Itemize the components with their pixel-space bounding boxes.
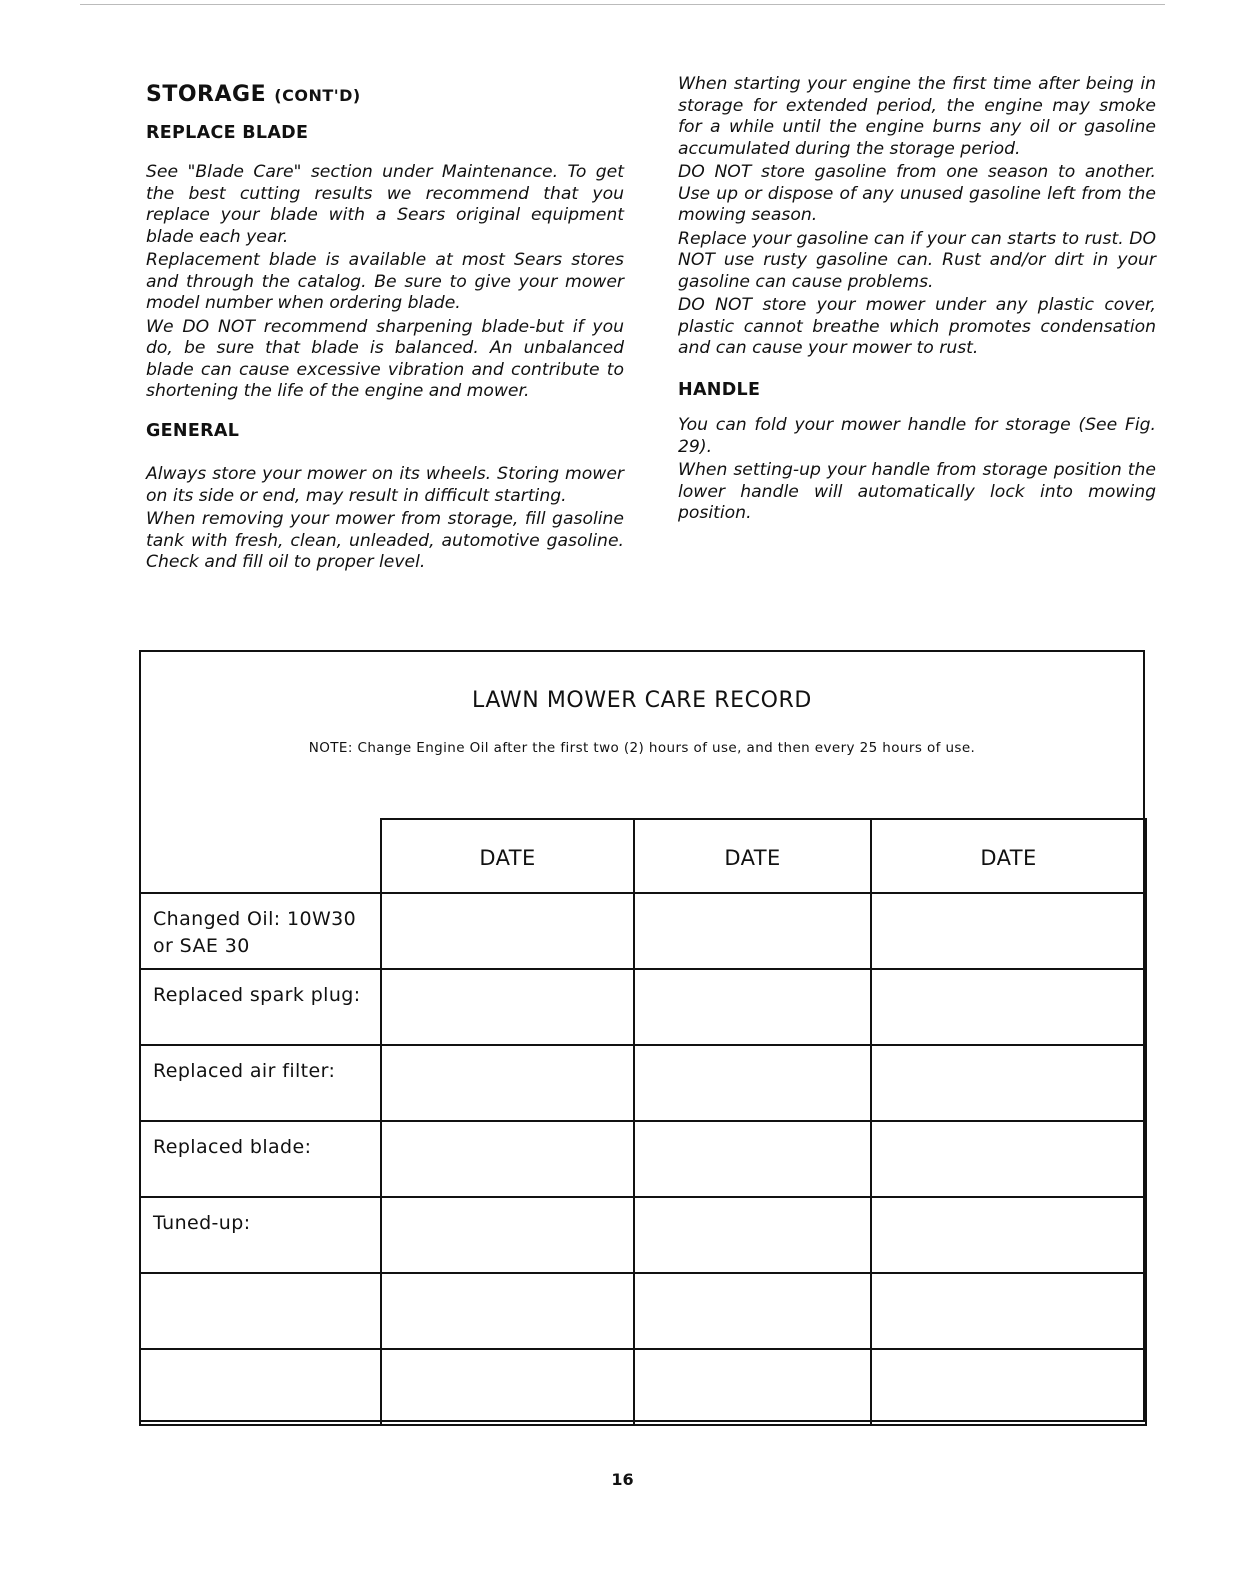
date-cell[interactable] — [381, 969, 634, 1045]
table-row — [140, 893, 1146, 969]
date-cell[interactable] — [634, 1121, 871, 1197]
replace-blade-heading: REPLACE BLADE — [146, 122, 309, 143]
date-column-header: DATE — [634, 819, 871, 893]
row-label — [140, 969, 381, 1045]
title-suffix: (CONT'D) — [274, 86, 361, 105]
date-cell[interactable] — [634, 893, 871, 969]
date-cell[interactable] — [381, 1121, 634, 1197]
replace-blade-paragraph-2: Replacement blade is available at most Sears stores and through the catalog. Be sure to give your mower model number when ordering blade. — [146, 250, 624, 313]
handle-heading: HANDLE — [678, 379, 761, 400]
general-paragraph-2: When removing your mower from storage, fill gasoline tank with fresh, clean, unleaded, automotive gasoline. Check and fill oil to proper level. — [146, 509, 624, 572]
date-cell[interactable] — [634, 1197, 871, 1273]
storage-paragraph-1: When starting your engine the first time after being in storage for extended period, the engine may smoke for a while until the engine burns any oil or gasoline accumulated during the storage period. — [678, 74, 1156, 159]
date-cell[interactable] — [871, 893, 1146, 969]
date-cell[interactable] — [871, 1273, 1146, 1349]
date-cell[interactable] — [634, 1273, 871, 1349]
storage-paragraph-2: DO NOT store gasoline from one season to another. Use up or dispose of any unused gasoline left from the mowing season. — [678, 162, 1156, 225]
table-row — [140, 1273, 1146, 1349]
storage-paragraph-3: Replace your gasoline can if your can starts to rust. DO NOT use rusty gasoline can. Rust and/or dirt in your gasoline can cause problems. — [678, 228, 1156, 292]
replace-blade-paragraph-3: We DO NOT recommend sharpening blade-but if you do, be sure that blade is balanced. An unbalanced blade can cause excessive vibration and contribute to shortening the life of the engine and mower. — [146, 316, 624, 401]
row-label-line: Replaced air filter: — [153, 1060, 336, 1082]
page-number: 16 — [611, 1470, 634, 1489]
right-column — [678, 74, 1156, 525]
table-row — [140, 1349, 1146, 1425]
date-cell[interactable] — [634, 1349, 871, 1425]
care-record-title: LAWN MOWER CARE RECORD — [472, 688, 812, 713]
table-row — [140, 1121, 1146, 1197]
row-label — [140, 1349, 381, 1425]
top-rule — [80, 4, 1165, 5]
date-cell[interactable] — [871, 1121, 1146, 1197]
date-cell[interactable] — [634, 969, 871, 1045]
care-record-table — [139, 818, 1147, 1426]
replace-blade-paragraph-1: See "Blade Care" section under Maintenance. To get the best cutting results we recommend that you replace your blade with a Sears original equipment blade each year. — [146, 162, 624, 247]
row-label-line: Replaced spark plug: — [153, 984, 361, 1006]
general-heading: GENERAL — [146, 420, 240, 441]
date-cell[interactable] — [381, 1197, 634, 1273]
row-label — [140, 1121, 381, 1197]
title-text: STORAGE — [146, 82, 267, 107]
care-record-box — [139, 650, 1145, 1422]
table-header-row — [140, 819, 1146, 893]
date-cell[interactable] — [381, 1045, 634, 1121]
row-label — [140, 1045, 381, 1121]
date-cell[interactable] — [871, 1045, 1146, 1121]
table-row — [140, 969, 1146, 1045]
date-cell[interactable] — [634, 1045, 871, 1121]
header-blank-cell — [140, 819, 381, 893]
row-label — [140, 1197, 381, 1273]
date-cell[interactable] — [381, 1273, 634, 1349]
date-cell[interactable] — [871, 1349, 1146, 1425]
row-label-line: Changed Oil: 10W30 — [153, 908, 357, 930]
date-cell[interactable] — [871, 1197, 1146, 1273]
row-label-line: Replaced blade: — [153, 1136, 312, 1158]
storage-paragraph-4: DO NOT store your mower under any plastic cover, plastic cannot breathe which promotes condensation and can cause your mower to rust. — [678, 295, 1156, 358]
row-label-line: or SAE 30 — [153, 935, 250, 957]
date-cell[interactable] — [381, 1349, 634, 1425]
row-label — [140, 1273, 381, 1349]
date-cell[interactable] — [871, 969, 1146, 1045]
date-column-header: DATE — [871, 819, 1146, 893]
handle-paragraph-1: You can fold your mower handle for storage (See Fig. 29). — [678, 415, 1156, 457]
date-cell[interactable] — [381, 893, 634, 969]
table-row — [140, 1045, 1146, 1121]
row-label-line: Tuned-up: — [153, 1212, 251, 1234]
left-column — [146, 84, 624, 574]
row-label — [140, 893, 381, 969]
date-column-header: DATE — [381, 819, 634, 893]
handle-paragraph-2: When setting-up your handle from storage position the lower handle will automatically lock into mowing position. — [678, 460, 1156, 523]
general-paragraph-1: Always store your mower on its wheels. Storing mower on its side or end, may result in difficult starting. — [146, 464, 624, 506]
table-row — [140, 1197, 1146, 1273]
page-title — [146, 84, 624, 107]
care-record-note: NOTE: Change Engine Oil after the first two (2) hours of use, and then every 25 hours of use. — [308, 740, 976, 756]
